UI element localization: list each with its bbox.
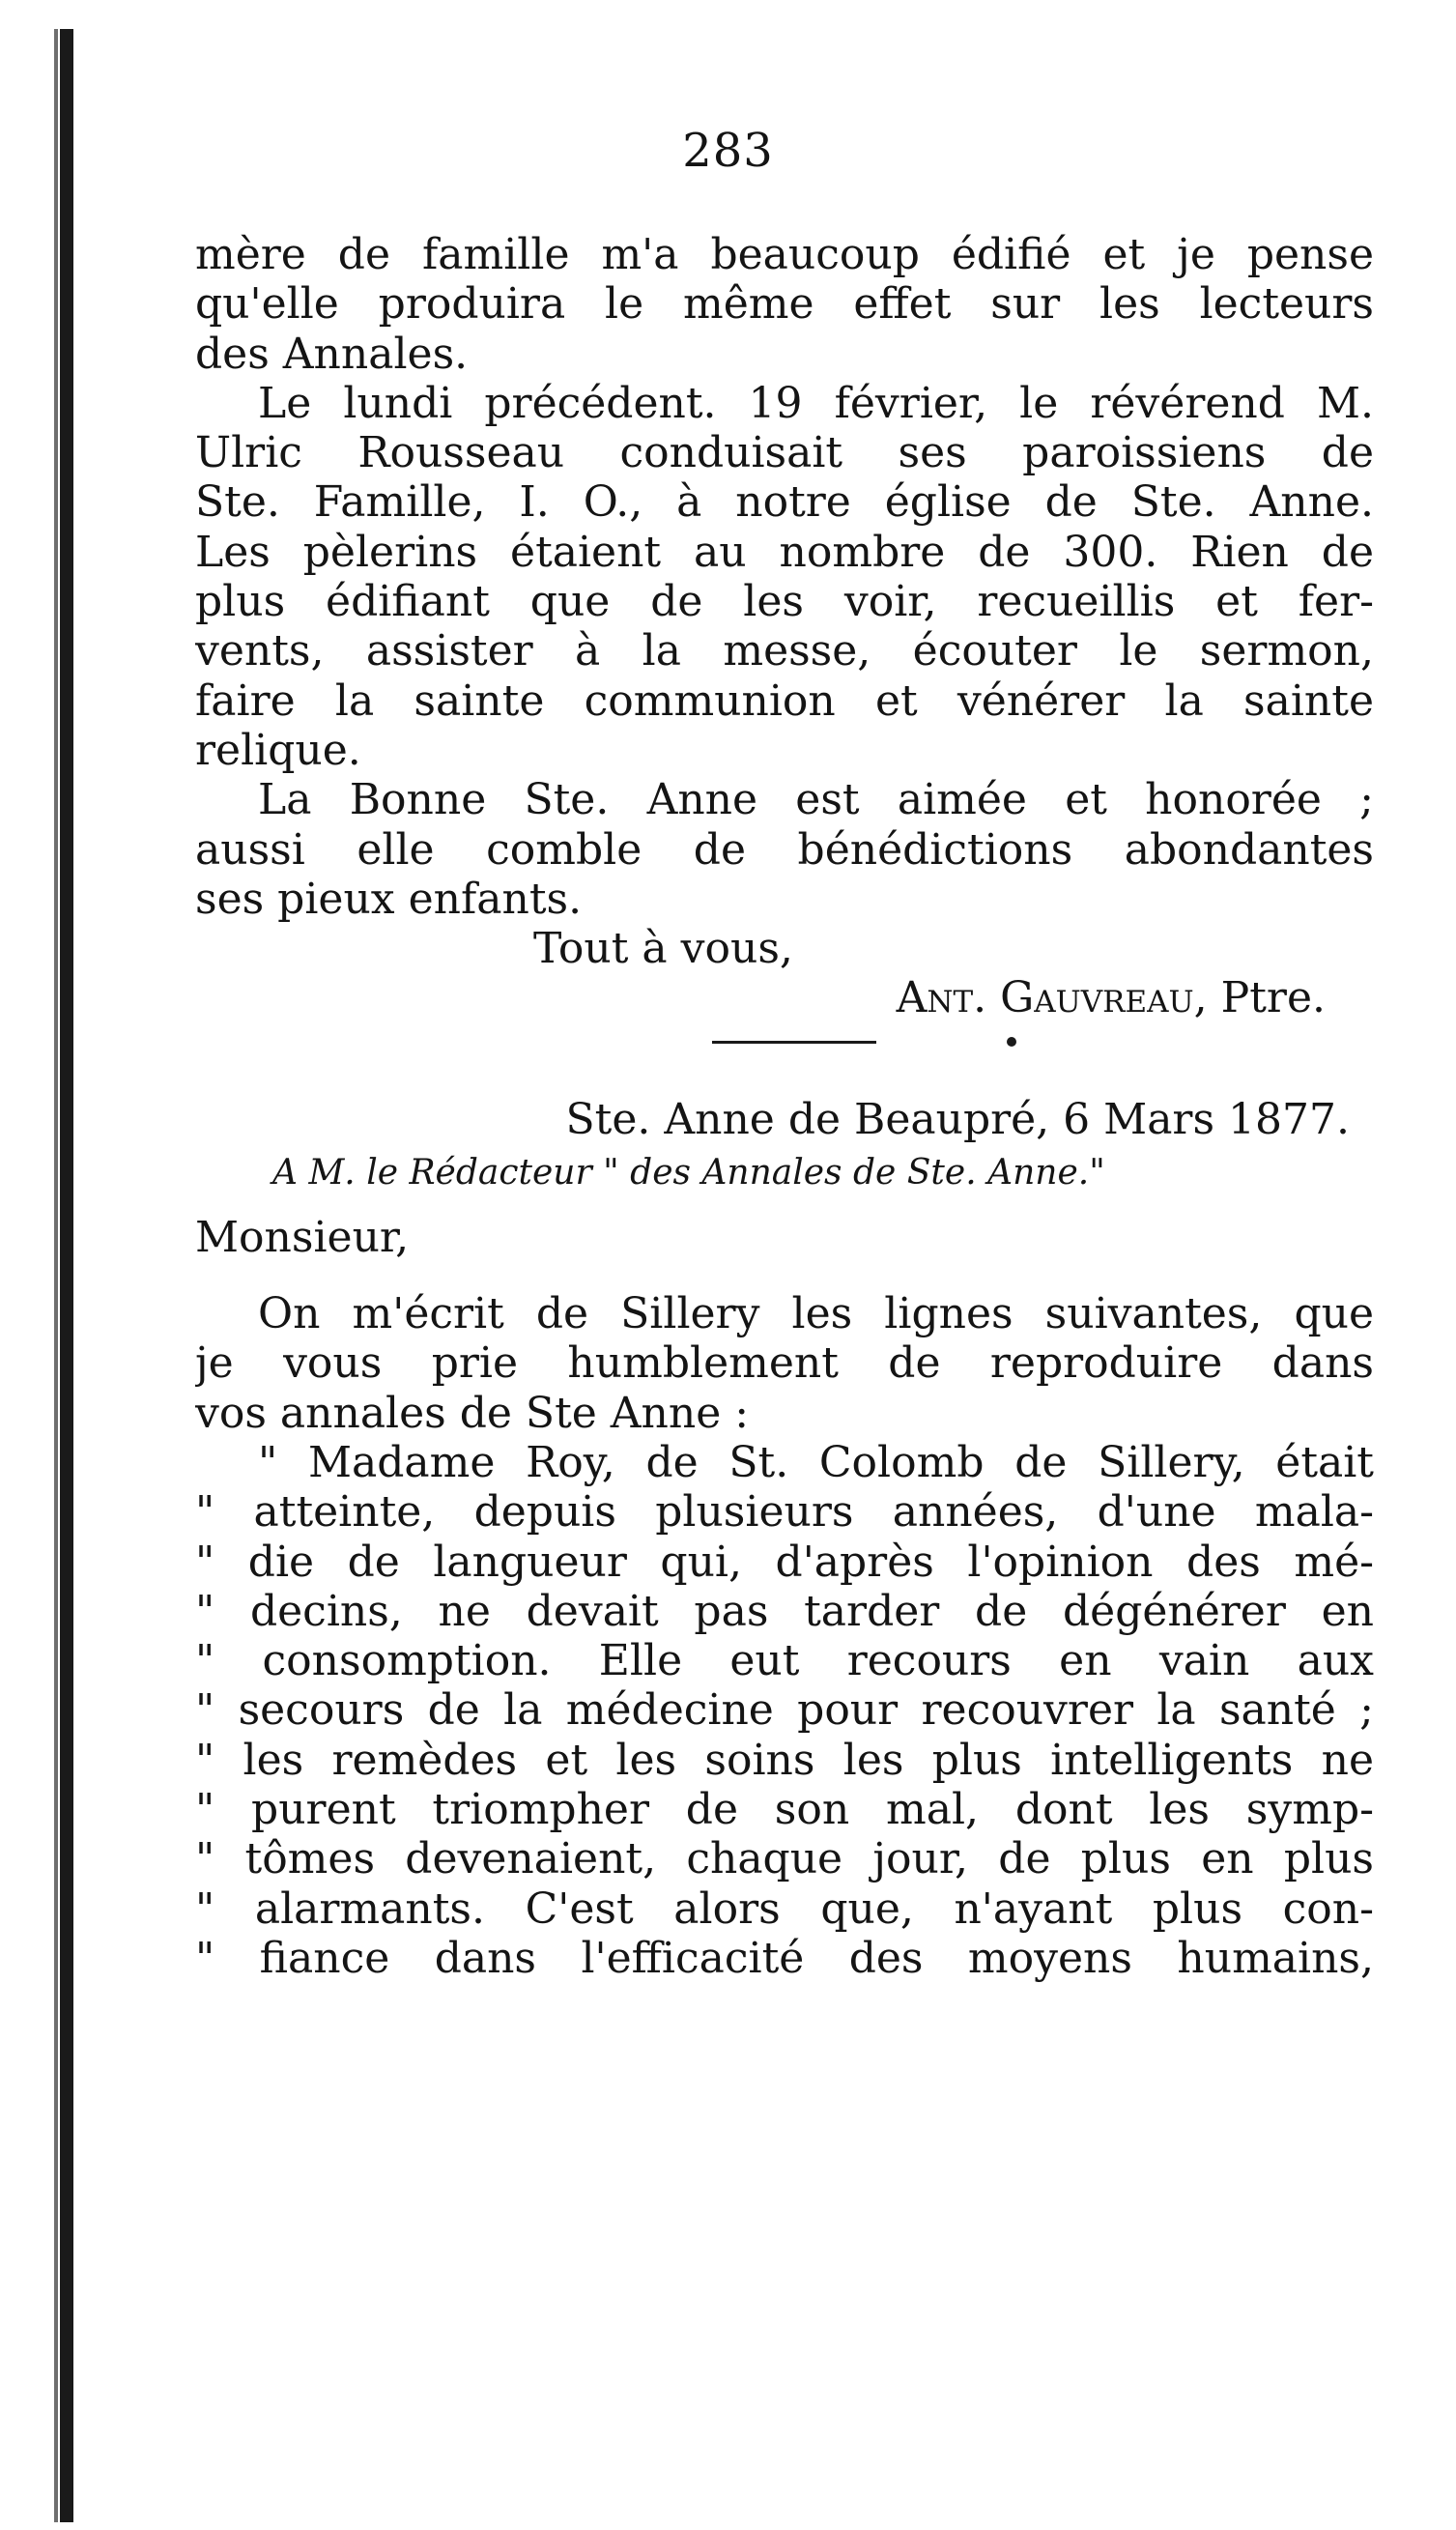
text-line: plus édifiant que de les voir, recueillis et fer- — [195, 577, 1374, 627]
text-line: vents, assister à la messe, écouter le sermon, — [195, 626, 1374, 676]
quoted-line: " fiance dans l'efficacité des moyens humains, — [195, 1933, 1374, 1983]
quoted-line: " les remèdes et les soins les plus intelligents ne — [195, 1735, 1374, 1785]
text-line: La Bonne Ste. Anne est aimée et honorée ; — [258, 775, 1374, 825]
signature-title: Ptre. — [1220, 973, 1326, 1023]
closing-line: Tout à vous, — [533, 924, 793, 974]
quoted-line: " secours de la médecine pour recouvrer la santé ; — [195, 1685, 1374, 1736]
quoted-line: " consomption. Elle eut recours en vain aux — [195, 1636, 1374, 1686]
quoted-line: " purent triompher de son mal, dont les symp- — [195, 1785, 1374, 1835]
quoted-line: " decins, ne devait pas tarder de dégénérer en — [195, 1586, 1374, 1636]
text-line: Les pèlerins étaient au nombre de 300. Rien de — [195, 527, 1374, 577]
signature-name: Ant. Gauvreau, — [896, 973, 1208, 1023]
text-line: Ste. Famille, I. O., à notre église de Ste. Anne. — [195, 477, 1374, 528]
text-line: faire la sainte communion et vénérer la sainte — [195, 676, 1374, 726]
page-spine — [60, 29, 73, 2522]
text-line: vos annales de Ste Anne : — [195, 1388, 750, 1438]
text-line: ses pieux enfants. — [195, 874, 583, 924]
text-line: des Annales. — [195, 329, 469, 379]
text-line: mère de famille m'a beaucoup édifié et je pense — [195, 230, 1374, 279]
letter-dateline: Ste. Anne de Beaupré, 6 Mars 1877. — [565, 1094, 1350, 1144]
letter-address: A M. le Rédacteur " des Annales de Ste. Anne." — [272, 1152, 1105, 1193]
page-number: 283 — [682, 124, 774, 178]
text-line: Le lundi précédent. 19 février, le révérend M. — [258, 378, 1374, 428]
text-line: On m'écrit de Sillery les lignes suivantes, que — [258, 1289, 1374, 1339]
quoted-line: " tômes devenaient, chaque jour, de plus en plus — [195, 1834, 1374, 1884]
signature — [195, 973, 1374, 1022]
divider-rule — [712, 1041, 876, 1044]
quoted-line: " alarmants. C'est alors que, n'ayant plus con- — [195, 1883, 1374, 1934]
letter-salutation: Monsieur, — [195, 1212, 410, 1262]
divider-dot — [1007, 1037, 1016, 1047]
text-line: je vous prie humblement de reproduire dans — [195, 1338, 1374, 1389]
text-line: Ulric Rousseau conduisait ses paroissiens de — [195, 428, 1374, 478]
section-divider — [195, 1023, 1374, 1068]
text-line: aussi elle comble de bénédictions abondantes — [195, 824, 1374, 875]
quoted-line: " die de langueur qui, d'après l'opinion des mé- — [195, 1537, 1374, 1587]
page-spine-edge — [54, 29, 58, 2522]
quoted-line: " Madame Roy, de St. Colomb de Sillery, était — [258, 1437, 1374, 1487]
text-line: qu'elle produira le même effet sur les lecteurs — [195, 279, 1374, 330]
page-body — [195, 230, 1374, 1983]
text-line: relique. — [195, 725, 361, 775]
quoted-line: " atteinte, depuis plusieurs années, d'une mala- — [195, 1487, 1374, 1538]
